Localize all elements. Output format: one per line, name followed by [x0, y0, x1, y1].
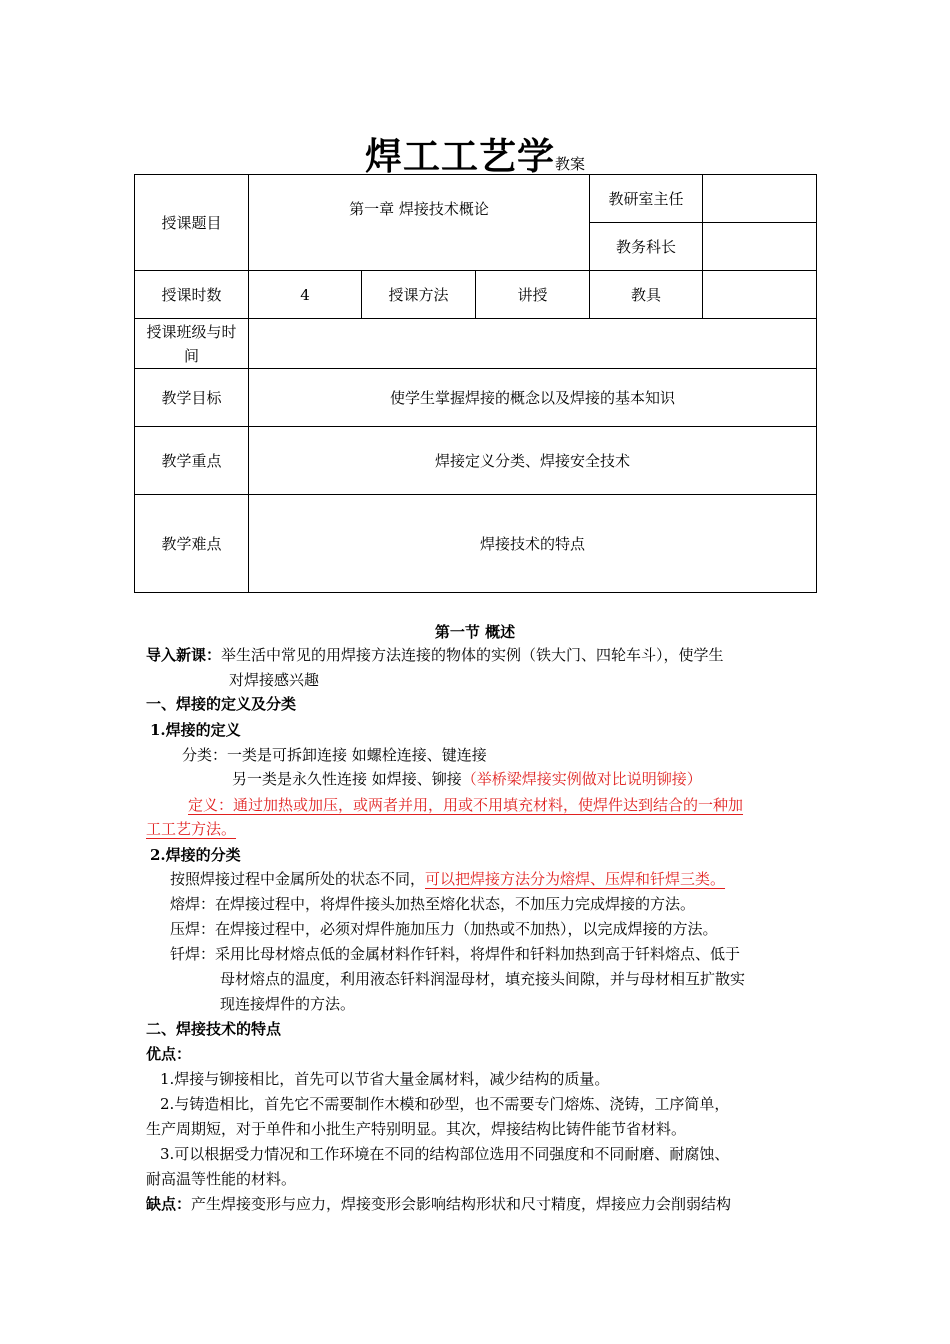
- advantage-3-line-1: 3.可以根据受力情况和工作环境在不同的结构部位选用不同强度和不同耐磨、耐腐蚀、: [160, 1145, 730, 1163]
- intro-continued: 对焊接感兴趣: [229, 671, 320, 689]
- advantage-2-line-2: 生产周期短，对于单件和小批生产特别明显。其次，焊接结构比铸件能节省材料。: [146, 1120, 687, 1138]
- classification-line-2: [232, 767, 898, 792]
- classification-text: 另一类是永久性连接 如焊接、铆接: [232, 770, 462, 788]
- classification-note: （举桥梁焊接实例做对比说明铆接）: [461, 770, 702, 788]
- intro-label: 导入新课：: [146, 646, 222, 664]
- disadvantages-text: 产生焊接变形与应力，焊接变形会影响结构形状和尺寸精度，焊接应力会削弱结构: [191, 1195, 732, 1213]
- advantage-3-line-2: 耐高温等性能的材料。: [146, 1170, 297, 1188]
- key-label: 教学重点: [135, 427, 249, 495]
- tools-value: [703, 271, 817, 319]
- director-value: [703, 175, 817, 223]
- brazing-line-1: 钎焊：采用比母材熔点低的金属材料作钎料，将焊件和钎料加热到高于钎料熔点、低于: [170, 945, 741, 963]
- category-intro-highlight: 可以把焊接方法分为熔焊、压焊和钎焊三类。: [425, 870, 726, 888]
- tools-label: 教具: [590, 271, 703, 319]
- hours-label: 授课时数: [135, 271, 249, 319]
- section-title: 第一节 概述: [434, 623, 516, 641]
- director-label: 教研室主任: [590, 175, 703, 223]
- intro-text: 举生活中常见的用焊接方法连接的物体的实例（铁大门、四轮车斗），使学生: [221, 646, 724, 664]
- topic-value: 第一章 焊接技术概论: [249, 175, 590, 271]
- title-main: 焊工工艺学: [364, 135, 555, 178]
- disadvantages-line: [146, 1192, 812, 1217]
- difficulty-value: 焊接技术的特点: [249, 495, 817, 593]
- method-label: 授课方法: [362, 271, 476, 319]
- fusion-welding: 熔焊：在焊接过程中，将焊件接头加热至熔化状态，不加压力完成焊接的方法。: [170, 895, 696, 913]
- brazing-line-3: 现连接焊件的方法。: [220, 995, 356, 1013]
- title-sub: 教案: [554, 155, 585, 173]
- heading-features: 二、焊接技术的特点: [146, 1020, 282, 1038]
- class-value: [249, 319, 817, 369]
- dean-label: 教务科长: [590, 223, 703, 271]
- brazing-line-2: 母材熔点的温度，利用液态钎料润湿母材，填充接头间隙，并与母材相互扩散实: [220, 970, 746, 988]
- goal-label: 教学目标: [135, 369, 249, 427]
- key-value: 焊接定义分类、焊接安全技术: [249, 427, 817, 495]
- definition-line-1: 定义：通过加热或加压，或两者并用，用或不用填充材料，使焊件达到结合的一种加: [188, 796, 744, 814]
- advantage-1: 1.焊接与铆接相比，首先可以节省大量金属材料，减少结构的质量。: [160, 1070, 610, 1088]
- lesson-info-table: [134, 174, 817, 593]
- goal-value: 使学生掌握焊接的概念以及焊接的基本知识: [249, 369, 817, 427]
- disadvantages-label: 缺点：: [146, 1195, 192, 1213]
- advantage-2-line-1: 2.与铸造相比，首先它不需要制作木模和砂型，也不需要专门熔炼、浇铸，工序简单，: [160, 1095, 730, 1113]
- heading-definition: 1.焊接的定义: [150, 721, 241, 739]
- difficulty-label: 教学难点: [135, 495, 249, 593]
- method-value: 讲授: [476, 271, 590, 319]
- category-intro: [170, 867, 836, 892]
- class-label: 授课班级与时间: [135, 319, 249, 369]
- advantages-label: 优点：: [146, 1045, 192, 1063]
- heading-classification: 2.焊接的分类: [150, 846, 241, 864]
- category-intro-text: 按照焊接过程中金属所处的状态不同，: [170, 870, 426, 888]
- topic-label: 授课题目: [135, 175, 249, 271]
- document-title: [0, 126, 950, 180]
- hours-value: 4: [249, 271, 362, 319]
- pressure-welding: 压焊：在焊接过程中，必须对焊件施加压力（加热或不加热），以完成焊接的方法。: [170, 920, 718, 938]
- classification-line-1: 分类：一类是可拆卸连接 如螺栓连接、键连接: [182, 746, 487, 764]
- dean-value: [703, 223, 817, 271]
- heading-definition-classification: 一、焊接的定义及分类: [146, 695, 297, 713]
- definition-line-2: 工工艺方法。: [146, 820, 237, 838]
- intro-line: [146, 643, 812, 668]
